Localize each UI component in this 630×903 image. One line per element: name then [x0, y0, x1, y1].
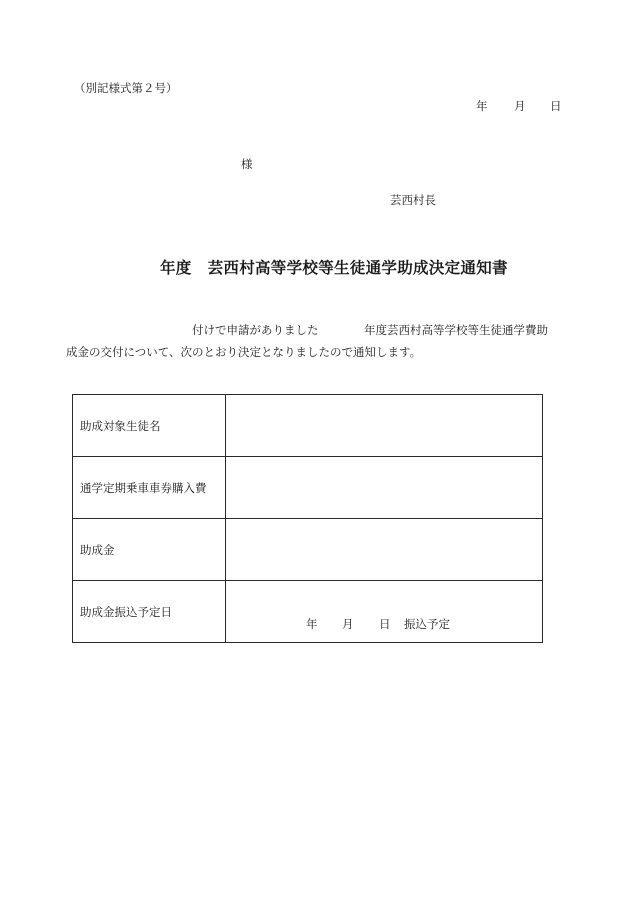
addressee-suffix: 様 — [241, 157, 253, 171]
grant-amount-field[interactable] — [226, 519, 543, 581]
table-row — [73, 519, 543, 581]
table-row — [73, 581, 543, 643]
table-row — [73, 395, 543, 457]
schedule-year-label: 年 — [306, 617, 318, 631]
document-title — [160, 256, 508, 278]
grant-amount-label: 助成金 — [73, 519, 226, 581]
body-text-line1-part1: 付けで申請がありました — [192, 323, 319, 337]
date-year-label: 年 — [476, 99, 488, 113]
title-year-label: 年度 — [160, 258, 192, 277]
grant-details-table — [72, 394, 543, 643]
commuter-pass-cost-label: 通学定期乗車車券購入費 — [73, 457, 226, 519]
date-day-label: 日 — [550, 99, 562, 113]
schedule-month-label: 月 — [342, 617, 354, 631]
transfer-date-label: 助成金振込予定日 — [73, 581, 226, 643]
schedule-transfer-text: 振込予定 — [404, 617, 450, 631]
table-row — [73, 457, 543, 519]
transfer-date-field[interactable] — [226, 581, 543, 643]
schedule-day-label: 日 — [379, 617, 391, 631]
body-text-line1-part2: 年度芸西村高等学校等生徒通学費助 — [364, 323, 548, 337]
body-text-line2: 成金の交付について、次のとおり決定となりましたので通知します。 — [66, 345, 422, 359]
issuer-name: 芸西村長 — [390, 193, 436, 207]
commuter-pass-cost-field[interactable] — [226, 457, 543, 519]
student-name-field[interactable] — [226, 395, 543, 457]
date-month-label: 月 — [514, 99, 526, 113]
form-number: （別記様式第２号） — [74, 81, 178, 95]
title-main: 芸西村高等学校等生徒通学助成決定通知書 — [207, 258, 508, 277]
student-name-label: 助成対象生徒名 — [73, 395, 226, 457]
